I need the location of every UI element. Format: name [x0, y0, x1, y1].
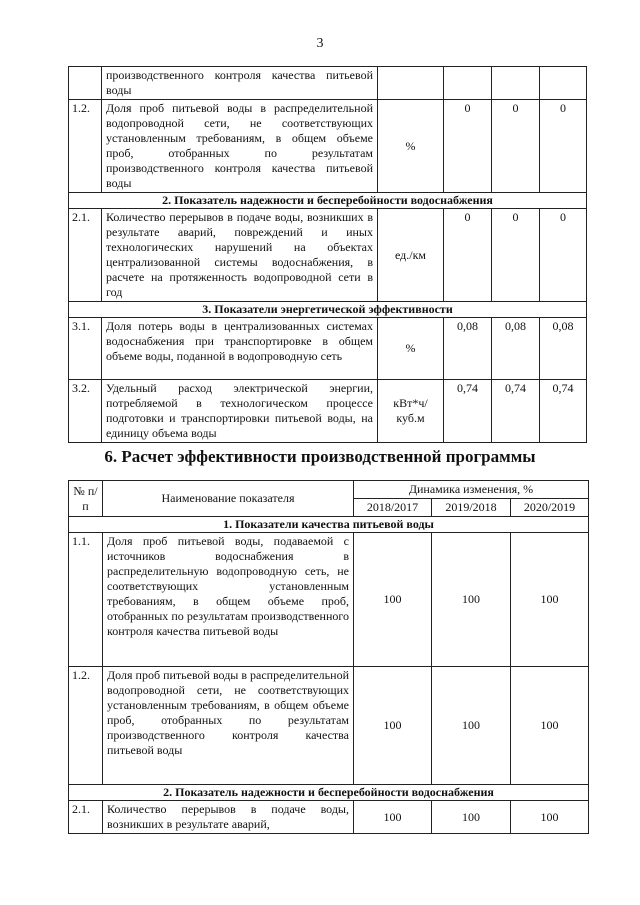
page-number: 3 — [316, 36, 324, 51]
row-number: 2.1. — [69, 801, 103, 834]
indicator-name: Доля проб питьевой воды в распределительной водопроводной сети, не соответствующих установленным требованиям, в общем объеме проб, отобранных по результатам производственного контроля качества питьевой воды — [102, 100, 378, 193]
unit: кВт*ч/куб.м — [378, 380, 444, 443]
section-title: 1. Показатели качества питьевой воды — [69, 517, 589, 533]
efficiency-table — [68, 480, 589, 834]
unit — [378, 67, 444, 100]
row-number: 1.2. — [69, 100, 102, 193]
section-title: 2. Показатель надежности и бесперебойности водоснабжения — [69, 193, 587, 209]
section-row — [69, 785, 589, 801]
header-dynamics: Динамика изменения, % — [354, 481, 589, 499]
value: 0 — [540, 100, 587, 193]
section-title: 3. Показатели энергетической эффективности — [69, 302, 587, 318]
header-num: № п/п — [69, 481, 103, 517]
row-number: 1.1. — [69, 533, 103, 667]
indicator-name: Удельный расход электрической энергии, потребляемой в технологическом процессе подготовки и транспортировки питьевой воды, на единицу объема воды — [102, 380, 378, 443]
value: 100 — [432, 667, 511, 785]
row-number: 3.1. — [69, 318, 102, 380]
table-row — [69, 801, 589, 834]
value: 0,74 — [540, 380, 587, 443]
value — [540, 67, 587, 100]
section-row — [69, 517, 589, 533]
indicator-name: Доля проб питьевой воды, подаваемой с источников водоснабжения в распределительную водопроводную сеть, не соответствующих установленным требованиям, в общем объеме проб, отобранных по результатам производственного контроля качества питьевой воды — [103, 533, 354, 667]
table-row — [69, 100, 587, 193]
table-row — [69, 667, 589, 785]
value: 100 — [354, 801, 432, 834]
value: 0 — [444, 209, 492, 302]
indicators-table — [68, 66, 587, 443]
value: 0 — [492, 100, 540, 193]
value: 100 — [432, 801, 511, 834]
header-year: 2019/2018 — [432, 499, 511, 517]
value: 100 — [511, 533, 589, 667]
value: 100 — [511, 667, 589, 785]
row-number — [69, 67, 102, 100]
header-year: 2020/2019 — [511, 499, 589, 517]
value — [444, 67, 492, 100]
value: 100 — [432, 533, 511, 667]
value: 0,74 — [492, 380, 540, 443]
header-year: 2018/2017 — [354, 499, 432, 517]
value: 0 — [444, 100, 492, 193]
indicator-name: производственного контроля качества питьевой воды — [102, 67, 378, 100]
table-row — [69, 380, 587, 443]
value: 0,74 — [444, 380, 492, 443]
unit: % — [378, 100, 444, 193]
value — [492, 67, 540, 100]
value: 0,08 — [492, 318, 540, 380]
row-number: 3.2. — [69, 380, 102, 443]
section-row — [69, 302, 587, 318]
table-row — [69, 67, 587, 100]
table-row — [69, 318, 587, 380]
table-row — [69, 533, 589, 667]
section-title: 2. Показатель надежности и бесперебойности водоснабжения — [69, 785, 589, 801]
value: 0,08 — [540, 318, 587, 380]
indicator-name: Количество перерывов в подаче воды, возникших в результате аварий, — [103, 801, 354, 834]
row-number: 1.2. — [69, 667, 103, 785]
value: 100 — [354, 667, 432, 785]
unit: ед./км — [378, 209, 444, 302]
indicator-name: Доля проб питьевой воды в распределительной водопроводной сети, не соответствующих установленным требованиям, в общем объеме проб, отобранных по результатам производственного контроля качества питьевой воды — [103, 667, 354, 785]
unit: % — [378, 318, 444, 380]
indicator-name: Доля потерь воды в централизованных системах водоснабжения при транспортировке в общем объеме воды, поданной в водопроводную сеть — [102, 318, 378, 380]
header-name: Наименование показателя — [103, 481, 354, 517]
indicator-name: Количество перерывов в подаче воды, возникших в результате аварий, повреждений и иных технологических нарушений на объектах централизованной системы водоснабжения, в расчете на протяженность водопроводной сети в год — [102, 209, 378, 302]
row-number: 2.1. — [69, 209, 102, 302]
value: 0 — [540, 209, 587, 302]
value: 0,08 — [444, 318, 492, 380]
value: 100 — [511, 801, 589, 834]
value: 0 — [492, 209, 540, 302]
table-row — [69, 209, 587, 302]
section-row — [69, 193, 587, 209]
value: 100 — [354, 533, 432, 667]
section-6-heading: 6. Расчет эффективности производственной программы — [104, 447, 536, 466]
